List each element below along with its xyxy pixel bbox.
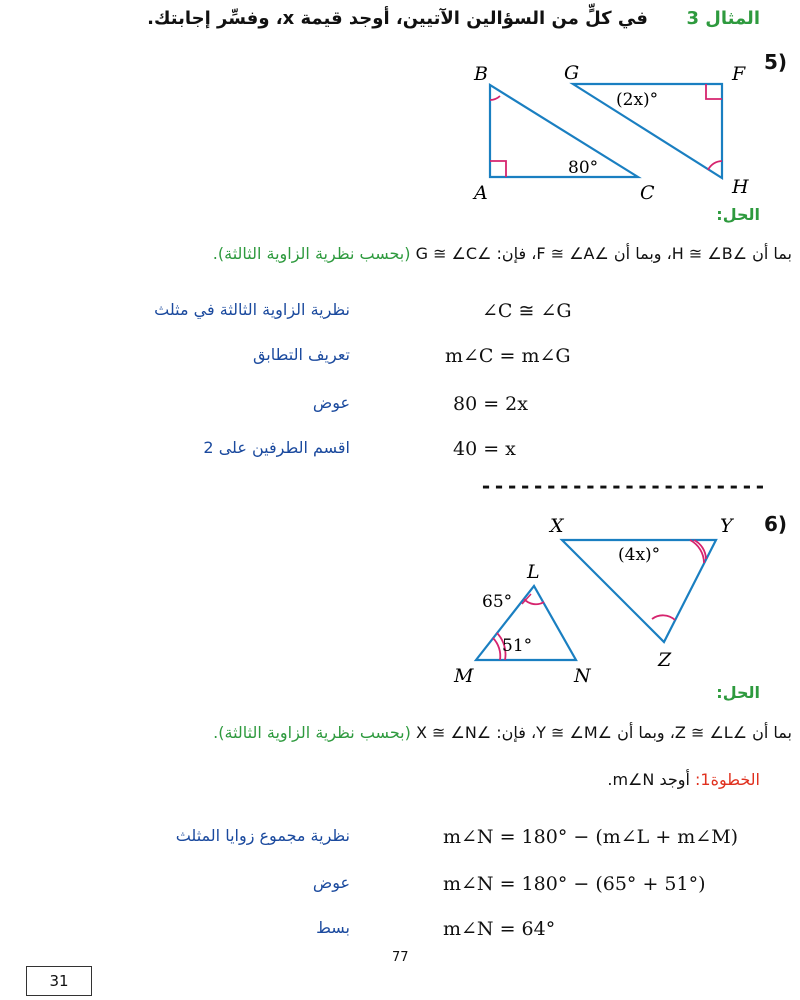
label-c: C — [640, 182, 655, 204]
q5-step-reason: اقسم الطرفين على 2 — [203, 438, 350, 457]
label-g: G — [564, 62, 580, 84]
angle-mark-m1 — [493, 638, 500, 660]
q6-step1 — [607, 770, 760, 789]
page-number-center: 77 — [392, 950, 409, 965]
q6-step-expr: m∠N = 64° — [443, 918, 556, 940]
angle-mark-b — [490, 96, 500, 100]
q6-step-expr: m∠N = 180° − (65° + 51°) — [443, 873, 706, 895]
q5-intro-text: بما أن ∠H ≅ ∠B، وبما أن ∠F ≅ ∠A، فإن: ∠G ≅ ∠C — [415, 244, 792, 263]
example-header — [147, 8, 760, 29]
instruction-text: في كلٍّ من السؤالين الآتيين، أوجد قيمة x، وفسِّر إجابتك. — [147, 8, 648, 29]
right-angle-a — [490, 161, 506, 177]
angle-c-measure: 80° — [568, 158, 599, 178]
angle-g-measure: (2x)° — [616, 90, 659, 110]
angle-x-measure: (4x)° — [618, 545, 661, 565]
q5-step-expr: 80 = 2x — [453, 393, 528, 415]
angle-mark-h — [708, 161, 722, 170]
angle-l-measure: 65° — [482, 592, 513, 612]
label-y: Y — [720, 515, 733, 537]
q5-step-expr: 40 = x — [453, 438, 516, 460]
angle-m-measure: 51° — [502, 636, 533, 656]
q6-step1-text: أوجد m∠N. — [607, 770, 690, 789]
q5-step-reason: نظرية الزاوية الثالثة في مثلث — [154, 300, 350, 319]
label-l: L — [527, 561, 540, 583]
q6-step1-label: الخطوة1: — [695, 770, 760, 789]
q5-step-reason: عوض — [312, 393, 350, 412]
angle-mark-z — [652, 615, 675, 620]
q6-step-reason: بسط — [316, 918, 350, 937]
q5-step-expr: m∠C = m∠G — [445, 345, 571, 367]
question-5-number: 5) — [764, 50, 788, 74]
q6-step-reason: نظرية مجموع زوايا المثلث — [175, 826, 350, 845]
q5-step-reason: تعريف التطابق — [252, 345, 350, 364]
angle-mark-y2 — [690, 540, 704, 563]
q5-step-expr: ∠C ≅ ∠G — [482, 300, 572, 322]
label-z: Z — [658, 649, 672, 671]
page-number-box: 31 — [26, 966, 92, 996]
example-label: المثال 3 — [686, 8, 760, 29]
label-m: M — [454, 665, 474, 687]
label-b: B — [474, 63, 488, 85]
right-angle-f — [706, 84, 722, 99]
q6-intro-text: بما أن ∠Z ≅ ∠L، وبما أن ∠Y ≅ ∠M، فإن: ∠X ≅ ∠N — [415, 723, 792, 742]
q5-intro — [213, 244, 792, 263]
question-6-number: 6) — [764, 512, 788, 536]
q6-step-reason: عوض — [312, 873, 350, 892]
label-f: F — [732, 63, 746, 85]
q5-intro-reason: (بحسب نظرية الزاوية الثالثة). — [212, 244, 411, 263]
label-a: A — [474, 182, 488, 204]
q5-solution-label: الحل: — [716, 205, 760, 224]
q6-intro — [213, 723, 792, 742]
q6-step-expr: m∠N = 180° − (m∠L + m∠M) — [443, 826, 739, 848]
q6-solution-label: الحل: — [716, 683, 760, 702]
label-h: H — [732, 176, 749, 198]
q6-triangles-figure — [438, 510, 768, 690]
label-n: N — [574, 665, 591, 687]
separator-line: ---------------------- — [480, 474, 767, 498]
q5-triangles-figure — [440, 60, 770, 210]
label-x: X — [550, 515, 564, 537]
q6-intro-reason: (بحسب نظرية الزاوية الثالثة). — [213, 723, 411, 742]
